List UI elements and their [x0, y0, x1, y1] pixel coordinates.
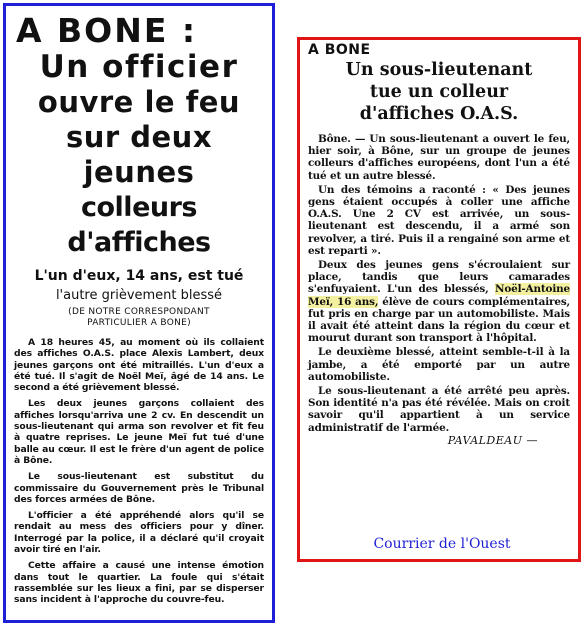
paragraph: Cette affaire a causé une intense émotion dans tout le quartier. La foule qui s'était rassemblée sur les lieux a fini, par se disperser sans incident à l'approche du couvre-feu. [14, 560, 264, 606]
paragraph: Un des témoins a raconté : « Des jeunes gens étaient occupés à coller une affiche O.A.S. Une 2 CV est arrivée, un sous-lieutenant est descendu, il a armé son revolver, a tiré. Puis il a rengainé son arme et est reparti ». [308, 183, 570, 257]
article-body [14, 337, 264, 606]
paragraph-text: — Un sous-lieutenant a ouvert le feu, hier soir, à Bône, sur un groupe de jeunes colleurs d'affiches européens, dont l'un a été tué et un autre blessé. [308, 133, 570, 182]
subheadline: L'un d'eux, 14 ans, est tué [34, 268, 244, 284]
caption: Courrier de l'Ouest [373, 536, 511, 552]
headline-line-2: ouvre le feu [37, 85, 241, 119]
paragraph: A 18 heures 45, au moment où ils collaient des affiches O.A.S. place Alexis Lambert, deux jeunes garçons ont été mitraillés. L'un d'eux a été tué. Il s'agit de Noël Meï, âgé de 14 ans. Le second a été grièvement blessé. [14, 337, 264, 394]
lead-word: Bône. [318, 133, 351, 145]
subheadline-2: l'autre grièvement blessé [55, 288, 223, 303]
headline-line-1: Un sous-lieutenant [345, 60, 533, 80]
headline-line-1: Un officier [39, 49, 239, 85]
correspondent-line-1: (DE NOTRE CORRESPONDANT [68, 307, 210, 317]
paragraph: L'officier a été appréhendé alors qu'il se rendait au mess des officiers pour y dîner. Interrogé par la police, il a déclaré qu'il croyait avoir tiré en l'air. [14, 510, 264, 556]
paragraph [308, 133, 570, 182]
headline-line-3: d'affiches O.A.S. [359, 104, 519, 124]
signature: PAVALDEAU — [447, 433, 538, 447]
paragraph [308, 259, 570, 344]
headline-line-4: colleurs d'affiches [67, 192, 211, 258]
dateline-title: A BONE [308, 42, 371, 58]
paragraph: Le deuxième blessé, atteint semble-t-il à la jambe, a été emporté par un autre automobiliste. [308, 346, 570, 383]
paragraph: Les deux jeunes garçons collaient des affiches lorsqu'arriva une 2 cv. En descendit un sous-lieutenant qui arma son revolver et fit feu à quatre reprises. Le jeune Meï fut tué d'une balle au cœur. Il est le frère d'un agent de police à Bône. [14, 398, 264, 466]
headline-line-2: tue un colleur [369, 82, 509, 102]
paragraph: Le sous-lieutenant a été arrêté peu après. Son identité n'a pas été révélée. Mais on croit savoir qu'il appartient à un service administratif de l'armée. [308, 385, 570, 434]
clipping-right [297, 37, 581, 562]
article-body [308, 133, 570, 447]
dateline-title: A BONE : [16, 11, 198, 50]
paragraph-text: élève de cours complémentaires, fut pris en charge par un automobiliste. Mais il avait été atteint dans la région du cœur et mourut durant son transport à l'hôpital. [308, 295, 570, 345]
highlighted-name: Noël-Antoine Meï, 16 ans, [308, 283, 570, 308]
headline-line-3: sur deux jeunes [65, 120, 213, 189]
paragraph: Le sous-lieutenant est substitut du commissaire du Gouvernement près le Tribunal des forces armées de Bône. [14, 471, 264, 505]
correspondent-line-2: PARTICULIER A BONE) [87, 318, 191, 328]
paragraph-text: Deux des jeunes gens s'écroulaient sur place, tandis que leurs camarades s'enfuyaient. L'un des blessés, [308, 259, 570, 296]
clipping-left [3, 3, 275, 623]
